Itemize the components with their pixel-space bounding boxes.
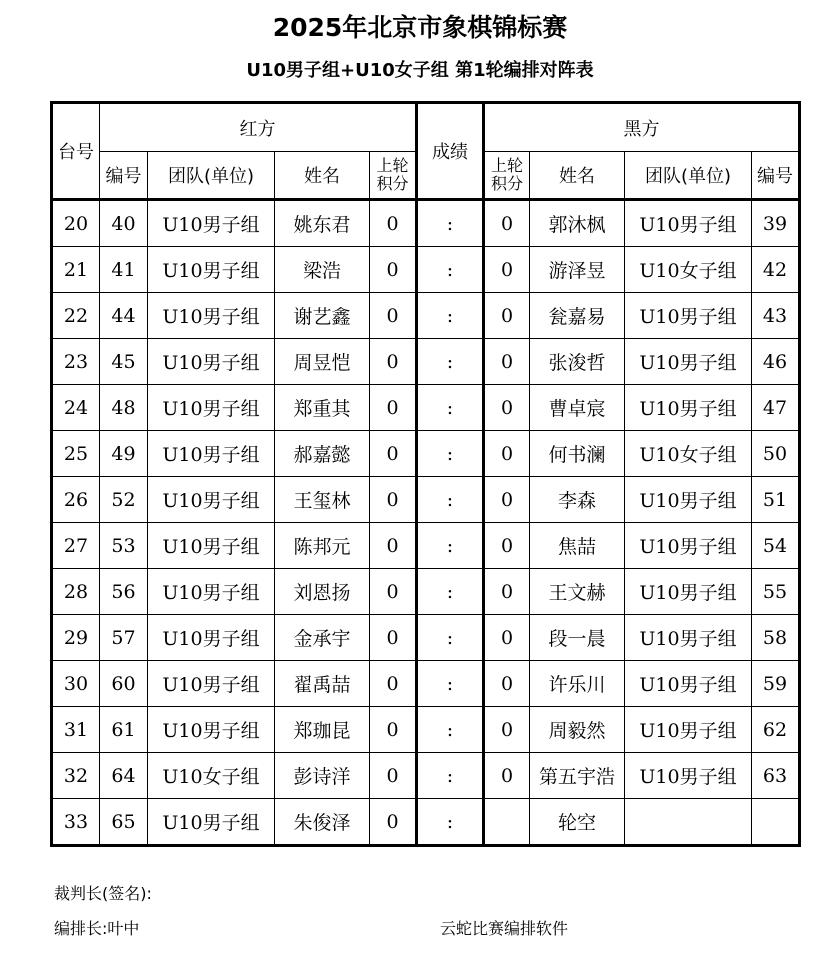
cell-black-team: U10女子组 — [625, 431, 752, 477]
cell-red-num: 49 — [100, 431, 148, 477]
cell-black-name: 许乐川 — [530, 661, 625, 707]
cell-red-name: 朱俊泽 — [275, 799, 370, 846]
table-row — [52, 200, 800, 247]
cell-black-score: 0 — [484, 200, 530, 247]
cell-black-team: U10男子组 — [625, 293, 752, 339]
cell-black-name: 何书澜 — [530, 431, 625, 477]
header-red-score: 上轮积分 — [370, 152, 417, 200]
cell-red-team: U10男子组 — [148, 385, 275, 431]
table-row — [52, 753, 800, 799]
cell-red-num: 48 — [100, 385, 148, 431]
cell-result: : — [417, 339, 484, 385]
cell-black-name: 周毅然 — [530, 707, 625, 753]
cell-red-team: U10男子组 — [148, 431, 275, 477]
cell-result: : — [417, 385, 484, 431]
software-label: 云蛇比赛编排软件 — [440, 919, 569, 938]
cell-red-num: 60 — [100, 661, 148, 707]
table-row — [52, 661, 800, 707]
cell-black-name: 第五宇浩 — [530, 753, 625, 799]
table-row — [52, 615, 800, 661]
table-row — [52, 523, 800, 569]
cell-black-score: 0 — [484, 431, 530, 477]
cell-red-team: U10男子组 — [148, 661, 275, 707]
cell-red-num: 41 — [100, 247, 148, 293]
cell-black-name: 王文赫 — [530, 569, 625, 615]
cell-red-score: 0 — [370, 385, 417, 431]
page-title: 2025年北京市象棋锦标赛 — [272, 13, 568, 42]
cell-black-num: 58 — [752, 615, 800, 661]
header-red-num: 编号 — [100, 152, 148, 200]
cell-black-score: 0 — [484, 523, 530, 569]
cell-black-name: 郭沐枫 — [530, 200, 625, 247]
cell-result: : — [417, 523, 484, 569]
cell-black-score: 0 — [484, 569, 530, 615]
cell-red-team: U10女子组 — [148, 753, 275, 799]
header-board: 台号 — [52, 103, 100, 200]
cell-red-team: U10男子组 — [148, 200, 275, 247]
cell-black-score: 0 — [484, 247, 530, 293]
arranger-label: 编排长:叶中 — [54, 919, 140, 938]
table-row — [52, 339, 800, 385]
cell-black-team: U10女子组 — [625, 247, 752, 293]
cell-black-score — [484, 799, 530, 846]
cell-red-name: 郑重其 — [275, 385, 370, 431]
table-row — [52, 569, 800, 615]
cell-red-score: 0 — [370, 247, 417, 293]
cell-red-name: 周昱恺 — [275, 339, 370, 385]
cell-red-name: 姚东君 — [275, 200, 370, 247]
cell-result: : — [417, 431, 484, 477]
cell-black-team: U10男子组 — [625, 615, 752, 661]
cell-red-team: U10男子组 — [148, 799, 275, 846]
cell-red-num: 57 — [100, 615, 148, 661]
cell-red-score: 0 — [370, 707, 417, 753]
cell-red-team: U10男子组 — [148, 569, 275, 615]
cell-black-num: 46 — [752, 339, 800, 385]
header-black-score: 上轮积分 — [484, 152, 530, 200]
cell-black-num: 62 — [752, 707, 800, 753]
cell-black-num: 42 — [752, 247, 800, 293]
cell-black-num: 55 — [752, 569, 800, 615]
cell-black-name: 瓮嘉易 — [530, 293, 625, 339]
cell-board: 30 — [52, 661, 100, 707]
cell-black-name: 张浚哲 — [530, 339, 625, 385]
table-row — [52, 293, 800, 339]
cell-board: 28 — [52, 569, 100, 615]
cell-result: : — [417, 799, 484, 846]
cell-black-score: 0 — [484, 339, 530, 385]
cell-black-num: 59 — [752, 661, 800, 707]
header-black-name: 姓名 — [530, 152, 625, 200]
cell-result: : — [417, 477, 484, 523]
cell-black-score: 0 — [484, 707, 530, 753]
cell-red-score: 0 — [370, 753, 417, 799]
cell-board: 22 — [52, 293, 100, 339]
cell-result: : — [417, 293, 484, 339]
cell-red-name: 刘恩扬 — [275, 569, 370, 615]
cell-result: : — [417, 247, 484, 293]
cell-red-num: 52 — [100, 477, 148, 523]
page-subtitle: U10男子组+U10女子组 第1轮编排对阵表 — [246, 60, 594, 81]
header-result: 成绩 — [417, 103, 484, 200]
table-row — [52, 385, 800, 431]
cell-black-num: 54 — [752, 523, 800, 569]
header-red: 红方 — [100, 103, 417, 152]
cell-red-score: 0 — [370, 200, 417, 247]
cell-board: 27 — [52, 523, 100, 569]
cell-black-team — [625, 799, 752, 846]
cell-result: : — [417, 200, 484, 247]
cell-board: 21 — [52, 247, 100, 293]
cell-red-score: 0 — [370, 615, 417, 661]
cell-result: : — [417, 569, 484, 615]
table-row — [52, 707, 800, 753]
cell-red-team: U10男子组 — [148, 293, 275, 339]
header-black: 黑方 — [484, 103, 800, 152]
cell-black-num: 43 — [752, 293, 800, 339]
cell-black-team: U10男子组 — [625, 200, 752, 247]
cell-red-name: 彭诗洋 — [275, 753, 370, 799]
cell-black-score: 0 — [484, 293, 530, 339]
cell-black-team: U10男子组 — [625, 385, 752, 431]
cell-red-team: U10男子组 — [148, 477, 275, 523]
cell-black-num: 47 — [752, 385, 800, 431]
cell-red-name: 陈邦元 — [275, 523, 370, 569]
cell-black-team: U10男子组 — [625, 339, 752, 385]
cell-board: 23 — [52, 339, 100, 385]
cell-red-score: 0 — [370, 431, 417, 477]
cell-black-team: U10男子组 — [625, 523, 752, 569]
cell-result: : — [417, 615, 484, 661]
cell-black-name: 轮空 — [530, 799, 625, 846]
cell-black-name: 段一晨 — [530, 615, 625, 661]
cell-black-num: 50 — [752, 431, 800, 477]
cell-red-num: 61 — [100, 707, 148, 753]
table-row — [52, 477, 800, 523]
cell-red-team: U10男子组 — [148, 523, 275, 569]
cell-black-team: U10男子组 — [625, 661, 752, 707]
cell-black-name: 曹卓宸 — [530, 385, 625, 431]
cell-red-team: U10男子组 — [148, 247, 275, 293]
table-row — [52, 431, 800, 477]
cell-black-name: 焦喆 — [530, 523, 625, 569]
cell-black-score: 0 — [484, 661, 530, 707]
cell-red-num: 40 — [100, 200, 148, 247]
cell-red-score: 0 — [370, 661, 417, 707]
cell-red-num: 53 — [100, 523, 148, 569]
header-black-num: 编号 — [752, 152, 800, 200]
cell-red-num: 64 — [100, 753, 148, 799]
pairing-rows — [52, 200, 800, 846]
cell-red-score: 0 — [370, 293, 417, 339]
cell-red-team: U10男子组 — [148, 339, 275, 385]
chief-referee-signature: 裁判长(签名): — [54, 884, 152, 903]
pairing-table — [50, 101, 801, 847]
cell-red-name: 谢艺鑫 — [275, 293, 370, 339]
header-red-name: 姓名 — [275, 152, 370, 200]
cell-black-num: 51 — [752, 477, 800, 523]
cell-board: 20 — [52, 200, 100, 247]
cell-black-score: 0 — [484, 753, 530, 799]
cell-red-score: 0 — [370, 569, 417, 615]
cell-red-score: 0 — [370, 799, 417, 846]
cell-red-name: 郑珈昆 — [275, 707, 370, 753]
cell-black-name: 游泽昱 — [530, 247, 625, 293]
cell-black-num: 39 — [752, 200, 800, 247]
cell-result: : — [417, 753, 484, 799]
cell-black-score: 0 — [484, 615, 530, 661]
cell-board: 24 — [52, 385, 100, 431]
cell-board: 25 — [52, 431, 100, 477]
cell-black-num: 63 — [752, 753, 800, 799]
cell-red-score: 0 — [370, 477, 417, 523]
cell-red-team: U10男子组 — [148, 615, 275, 661]
cell-black-name: 李森 — [530, 477, 625, 523]
cell-board: 33 — [52, 799, 100, 846]
cell-black-score: 0 — [484, 477, 530, 523]
header-black-team: 团队(单位) — [625, 152, 752, 200]
cell-red-name: 翟禹喆 — [275, 661, 370, 707]
cell-board: 29 — [52, 615, 100, 661]
cell-red-team: U10男子组 — [148, 707, 275, 753]
cell-black-team: U10男子组 — [625, 477, 752, 523]
header-red-team: 团队(单位) — [148, 152, 275, 200]
cell-black-team: U10男子组 — [625, 569, 752, 615]
cell-black-num — [752, 799, 800, 846]
cell-red-num: 56 — [100, 569, 148, 615]
table-row — [52, 799, 800, 846]
cell-red-name: 郝嘉懿 — [275, 431, 370, 477]
cell-red-name: 王玺林 — [275, 477, 370, 523]
cell-result: : — [417, 707, 484, 753]
cell-black-team: U10男子组 — [625, 707, 752, 753]
cell-red-num: 45 — [100, 339, 148, 385]
cell-red-score: 0 — [370, 523, 417, 569]
table-row — [52, 247, 800, 293]
cell-board: 31 — [52, 707, 100, 753]
cell-red-num: 65 — [100, 799, 148, 846]
cell-red-name: 梁浩 — [275, 247, 370, 293]
cell-board: 26 — [52, 477, 100, 523]
cell-result: : — [417, 661, 484, 707]
cell-red-score: 0 — [370, 339, 417, 385]
cell-black-score: 0 — [484, 385, 530, 431]
cell-red-num: 44 — [100, 293, 148, 339]
cell-board: 32 — [52, 753, 100, 799]
cell-red-name: 金承宇 — [275, 615, 370, 661]
cell-black-team: U10男子组 — [625, 753, 752, 799]
